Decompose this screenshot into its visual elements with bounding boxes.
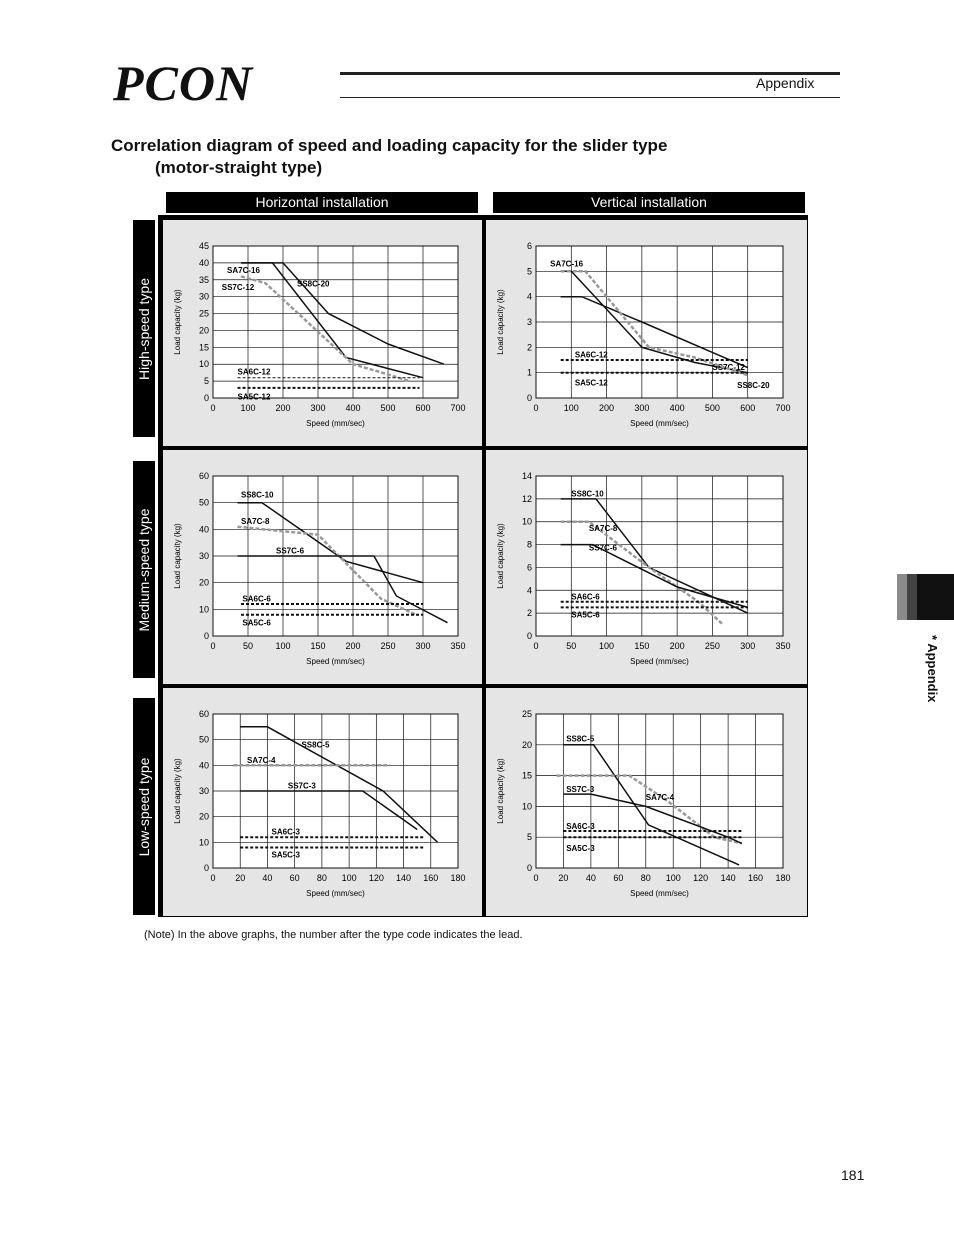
x-tick-label: 350	[450, 641, 466, 651]
y-tick-label: 4	[526, 585, 532, 596]
series-label-ss8c-20: SS8C-20	[737, 380, 770, 390]
x-tick-label: 80	[316, 873, 327, 883]
x-tick-label: 0	[210, 641, 216, 651]
x-tick-label: 180	[450, 873, 466, 883]
y-tick-label: 0	[526, 631, 532, 641]
chart-panel-low-vertical	[486, 688, 807, 916]
series-label-sa7c-16: SA7C-16	[550, 259, 584, 269]
y-tick-label: 0	[203, 393, 209, 403]
y-tick-label: 25	[521, 709, 532, 719]
y-tick-label: 35	[198, 274, 209, 285]
series-label-sa6c-3: SA6C-3	[271, 827, 300, 837]
y-tick-label: 10	[198, 604, 209, 615]
series-label-ss8c-5: SS8C-5	[301, 740, 330, 750]
y-tick-label: 3	[526, 317, 532, 327]
y-axis-label: Load capacity (kg)	[496, 523, 505, 589]
series-label-ss7c-3: SS7C-3	[287, 781, 316, 791]
y-axis-label: Load capacity (kg)	[496, 758, 505, 824]
y-tick-label: 20	[521, 739, 532, 750]
page-number: 181	[841, 1167, 865, 1183]
x-tick-label: 300	[634, 403, 650, 413]
y-tick-label: 40	[198, 524, 209, 535]
y-tick-label: 14	[521, 471, 532, 481]
x-tick-label: 60	[613, 873, 624, 883]
y-tick-label: 20	[198, 811, 209, 822]
x-tick-label: 180	[775, 873, 791, 883]
series-label-sa6c-12: SA6C-12	[237, 367, 271, 377]
x-tick-label: 150	[310, 641, 326, 651]
x-tick-label: 350	[775, 641, 791, 651]
series-label-sa6c-6: SA6C-6	[571, 592, 600, 602]
x-axis-label: Speed (mm/sec)	[630, 419, 689, 428]
y-tick-label: 30	[198, 786, 209, 796]
series-label-sa6c-6: SA6C-6	[242, 594, 271, 604]
y-axis-label: Load capacity (kg)	[496, 289, 505, 355]
x-axis-label: Speed (mm/sec)	[630, 889, 689, 898]
column-header-vertical: Vertical installation	[493, 192, 805, 213]
row-header-high-label: High-speed type	[136, 277, 152, 380]
x-tick-label: 500	[704, 403, 720, 413]
series-label-sa5c-6: SA5C-6	[242, 618, 271, 628]
series-label-sa7c-4: SA7C-4	[247, 755, 276, 765]
x-tick-label: 50	[566, 641, 577, 651]
x-tick-label: 200	[669, 641, 685, 651]
y-tick-label: 5	[526, 266, 532, 277]
series-label-sa7c-4: SA7C-4	[645, 793, 675, 803]
row-header-high	[133, 220, 155, 437]
x-axis-label: Speed (mm/sec)	[306, 419, 365, 428]
y-tick-label: 40	[198, 257, 209, 268]
x-tick-label: 0	[533, 403, 539, 413]
y-tick-label: 5	[526, 832, 532, 843]
chart-ls-v	[486, 688, 807, 916]
x-tick-label: 120	[693, 873, 709, 883]
page-title	[111, 135, 667, 179]
y-tick-label: 10	[198, 837, 209, 848]
row-header-low-label: Low-speed type	[136, 757, 152, 856]
x-tick-label: 200	[275, 403, 291, 413]
y-axis-label: Load capacity (kg)	[173, 289, 182, 355]
y-tick-label: 6	[526, 562, 532, 573]
series-label-sa7c-8: SA7C-8	[241, 517, 270, 526]
y-tick-label: 6	[526, 241, 532, 251]
row-header-medium	[133, 461, 155, 678]
chart-ms-v	[486, 450, 807, 684]
series-label-sa5c-3: SA5C-3	[566, 843, 595, 853]
series-label-sa7c-8: SA7C-8	[588, 523, 618, 533]
series-label-ss7c-3: SS7C-3	[566, 785, 595, 795]
chart-hs-h	[163, 220, 482, 446]
x-tick-label: 100	[275, 641, 291, 651]
x-tick-label: 40	[262, 873, 273, 883]
y-tick-label: 12	[521, 493, 532, 504]
x-tick-label: 160	[748, 873, 764, 883]
chart-panel-high-horizontal	[163, 220, 482, 446]
x-tick-label: 100	[599, 641, 615, 651]
column-header-horizontal: Horizontal installation	[166, 192, 478, 213]
y-tick-label: 40	[198, 760, 209, 771]
y-tick-label: 10	[521, 801, 532, 812]
x-tick-label: 50	[242, 641, 254, 651]
x-tick-label: 0	[210, 873, 216, 883]
title-line1: Correlation diagram of speed and loading capacity for the slider type	[111, 136, 668, 155]
x-tick-label: 120	[368, 873, 384, 883]
row-header-low	[133, 698, 155, 915]
x-tick-label: 200	[345, 641, 361, 651]
x-tick-label: 0	[210, 403, 216, 413]
y-tick-label: 4	[526, 291, 532, 302]
x-tick-label: 100	[240, 403, 256, 413]
y-tick-label: 60	[198, 471, 209, 481]
series-label-sa6c-3: SA6C-3	[566, 822, 595, 832]
series-label-ss8c-10: SS8C-10	[241, 490, 274, 500]
header-section: Appendix	[756, 75, 815, 91]
x-tick-label: 20	[558, 873, 569, 883]
y-tick-label: 15	[521, 770, 532, 781]
x-tick-label: 400	[669, 403, 685, 413]
x-tick-label: 80	[640, 873, 651, 883]
row-header-medium-label: Medium-speed type	[136, 508, 152, 631]
x-axis-label: Speed (mm/sec)	[306, 889, 365, 898]
chart-panel-medium-horizontal	[163, 450, 482, 684]
y-tick-label: 25	[198, 308, 209, 319]
x-tick-label: 600	[740, 403, 756, 413]
y-tick-label: 45	[198, 241, 209, 251]
y-tick-label: 10	[521, 516, 532, 527]
series-label-sa5c-3: SA5C-3	[271, 850, 300, 860]
series-label-ss8c-10: SS8C-10	[571, 489, 604, 499]
x-tick-label: 300	[415, 641, 431, 651]
y-tick-label: 30	[198, 551, 209, 561]
appendix-side-label: * Appendix	[925, 635, 940, 703]
series-label-sa7c-16: SA7C-16	[227, 266, 260, 276]
chart-panel-low-horizontal	[163, 688, 482, 916]
title-line2: (motor-straight type)	[155, 158, 323, 177]
y-tick-label: 2	[526, 342, 532, 353]
x-axis-label: Speed (mm/sec)	[630, 657, 689, 666]
y-axis-label: Load capacity (kg)	[173, 523, 182, 589]
x-axis-label: Speed (mm/sec)	[306, 657, 365, 666]
series-label-ss7c-12: SS7C-12	[712, 363, 745, 373]
x-tick-label: 700	[450, 403, 466, 413]
chart-ms-h	[163, 450, 482, 684]
header-rule-thin	[340, 97, 840, 98]
y-tick-label: 20	[198, 577, 209, 588]
x-tick-label: 0	[533, 641, 539, 651]
x-tick-label: 20	[235, 873, 246, 883]
series-label-ss7c-12: SS7C-12	[221, 282, 255, 292]
x-tick-label: 60	[289, 873, 300, 883]
y-tick-label: 50	[198, 734, 209, 745]
y-axis-label: Load capacity (kg)	[173, 758, 182, 824]
chart-panel-medium-vertical	[486, 450, 807, 684]
x-tick-label: 100	[665, 873, 681, 883]
y-tick-label: 0	[526, 393, 532, 403]
series-label-ss8c-5: SS8C-5	[566, 734, 595, 744]
x-tick-label: 0	[533, 873, 539, 883]
chart-panel-high-vertical	[486, 220, 807, 446]
x-tick-label: 250	[380, 641, 396, 651]
y-tick-label: 1	[526, 367, 532, 378]
series-label-sa5c-12: SA5C-12	[237, 392, 271, 402]
x-tick-label: 700	[775, 403, 791, 413]
series-label-sa5c-6: SA5C-6	[571, 610, 600, 620]
series-label-ss8c-20: SS8C-20	[297, 279, 330, 289]
y-tick-label: 50	[198, 497, 209, 508]
series-label-sa6c-12: SA6C-12	[574, 350, 608, 360]
series-label-ss7c-6: SS7C-6	[588, 543, 617, 553]
x-tick-label: 140	[396, 873, 412, 883]
y-tick-label: 20	[198, 325, 209, 336]
chart-ls-h	[163, 688, 482, 916]
footnote: (Note) In the above graphs, the number after the type code indicates the lead.	[144, 929, 523, 941]
y-tick-label: 0	[203, 631, 209, 641]
y-tick-label: 15	[198, 342, 209, 353]
series-label-ss7c-6: SS7C-6	[276, 546, 305, 556]
y-tick-label: 10	[198, 359, 209, 370]
y-tick-label: 0	[526, 863, 532, 873]
y-tick-label: 5	[203, 376, 209, 387]
appendix-tab-marker	[897, 574, 954, 620]
x-tick-label: 40	[585, 873, 596, 883]
x-tick-label: 200	[599, 403, 615, 413]
x-tick-label: 300	[310, 403, 326, 413]
y-tick-label: 2	[526, 608, 532, 619]
pcon-logo: PCON	[113, 55, 254, 111]
chart-hs-v	[486, 220, 807, 446]
x-tick-label: 500	[380, 403, 396, 413]
x-tick-label: 150	[634, 641, 650, 651]
x-tick-label: 250	[704, 641, 720, 651]
series-label-sa5c-12: SA5C-12	[574, 378, 608, 388]
x-tick-label: 400	[345, 403, 361, 413]
x-tick-label: 100	[341, 873, 357, 883]
y-tick-label: 30	[198, 291, 209, 302]
x-tick-label: 600	[415, 403, 431, 413]
x-tick-label: 140	[720, 873, 736, 883]
y-tick-label: 8	[526, 539, 532, 550]
x-tick-label: 100	[563, 403, 579, 413]
y-tick-label: 60	[198, 709, 209, 719]
y-tick-label: 0	[203, 863, 209, 873]
x-tick-label: 300	[740, 641, 756, 651]
x-tick-label: 160	[423, 873, 439, 883]
